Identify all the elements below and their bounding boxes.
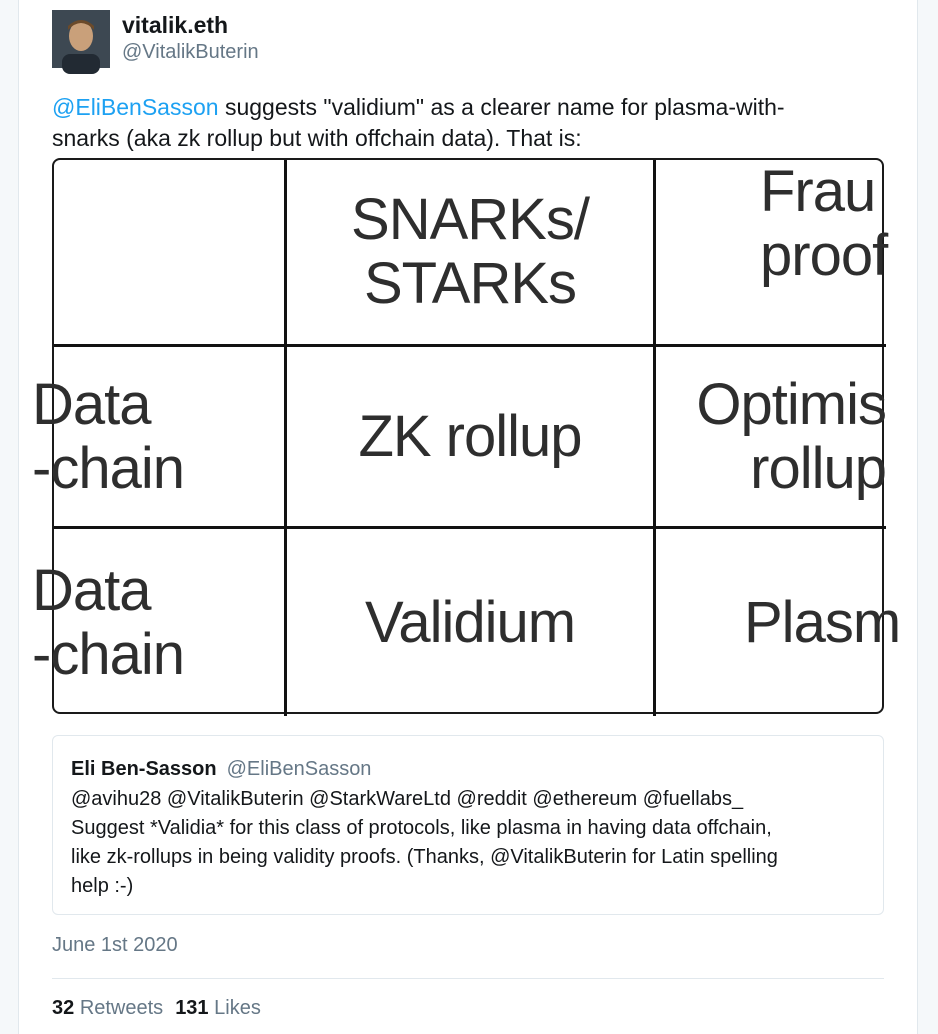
header-starks-text: STARKs <box>363 251 577 316</box>
tweet-text-line1: suggests "validium" as a clearer name for plasma-with- <box>218 94 785 120</box>
quoted-tweet-text <box>71 785 865 901</box>
row2-label <box>32 529 284 716</box>
rollup-text: rollup <box>750 435 886 501</box>
row1-label-line1: Data <box>32 371 151 437</box>
cell-optimistic-rollup <box>656 347 886 526</box>
cell-plasma: Plasm <box>744 589 901 655</box>
quoted-tweet-header <box>71 758 865 781</box>
tweet-timestamp[interactable]: June 1st 2020 <box>52 934 178 956</box>
avatar-image <box>52 10 110 68</box>
quoted-tweet-line2: Suggest *Validia* for this class of protocols, like plasma in having data offchain, <box>71 817 772 839</box>
author-display-name[interactable]: vitalik.eth <box>122 12 229 38</box>
quoted-tweet[interactable] <box>52 735 884 915</box>
header-proofs-text: proof <box>760 223 888 288</box>
header-fraud-text: Frau <box>760 159 876 224</box>
tweet-text-line2: snarks (aka zk rollup but with offchain data). That is: <box>52 125 582 151</box>
tweet-stats <box>52 997 261 1020</box>
row2-label-line1: Data <box>32 557 151 623</box>
divider <box>52 978 884 979</box>
quoted-author-name[interactable]: Eli Ben-Sasson <box>71 758 217 780</box>
header-snarks-text: SNARKs/ <box>351 187 589 252</box>
retweets-stat[interactable] <box>52 997 163 1019</box>
cell-zk-rollup: ZK rollup <box>358 403 582 469</box>
quoted-author-handle[interactable]: @EliBenSasson <box>226 758 372 780</box>
avatar[interactable] <box>52 10 110 68</box>
mention-link[interactable]: @EliBenSasson <box>52 94 219 120</box>
retweets-count: 32 <box>52 997 75 1019</box>
header-snarks-starks <box>287 160 653 344</box>
likes-label: Likes <box>214 997 261 1019</box>
quoted-tweet-line4: help :-) <box>71 875 134 897</box>
tweet-image[interactable] <box>32 158 901 714</box>
quoted-tweet-line3: like zk-rollups in being validity proofs. (Thanks, @VitalikButerin for Latin spelling <box>71 846 778 868</box>
author-handle[interactable]: @VitalikButerin <box>122 41 259 63</box>
likes-count: 131 <box>175 997 209 1019</box>
header-fraud-proofs <box>760 160 886 344</box>
row1-label-line2: -chain <box>32 435 184 501</box>
row2-label-line2: -chain <box>32 621 184 687</box>
cell-validium: Validium <box>364 589 576 655</box>
row1-label <box>32 347 284 526</box>
quoted-tweet-line1: @avihu28 @VitalikButerin @StarkWareLtd @reddit @ethereum @fuellabs_ <box>71 788 744 810</box>
tweet-text <box>52 92 882 154</box>
retweets-label: Retweets <box>79 997 164 1019</box>
likes-stat[interactable] <box>175 997 261 1019</box>
optimistic-text: Optimis <box>696 371 886 437</box>
